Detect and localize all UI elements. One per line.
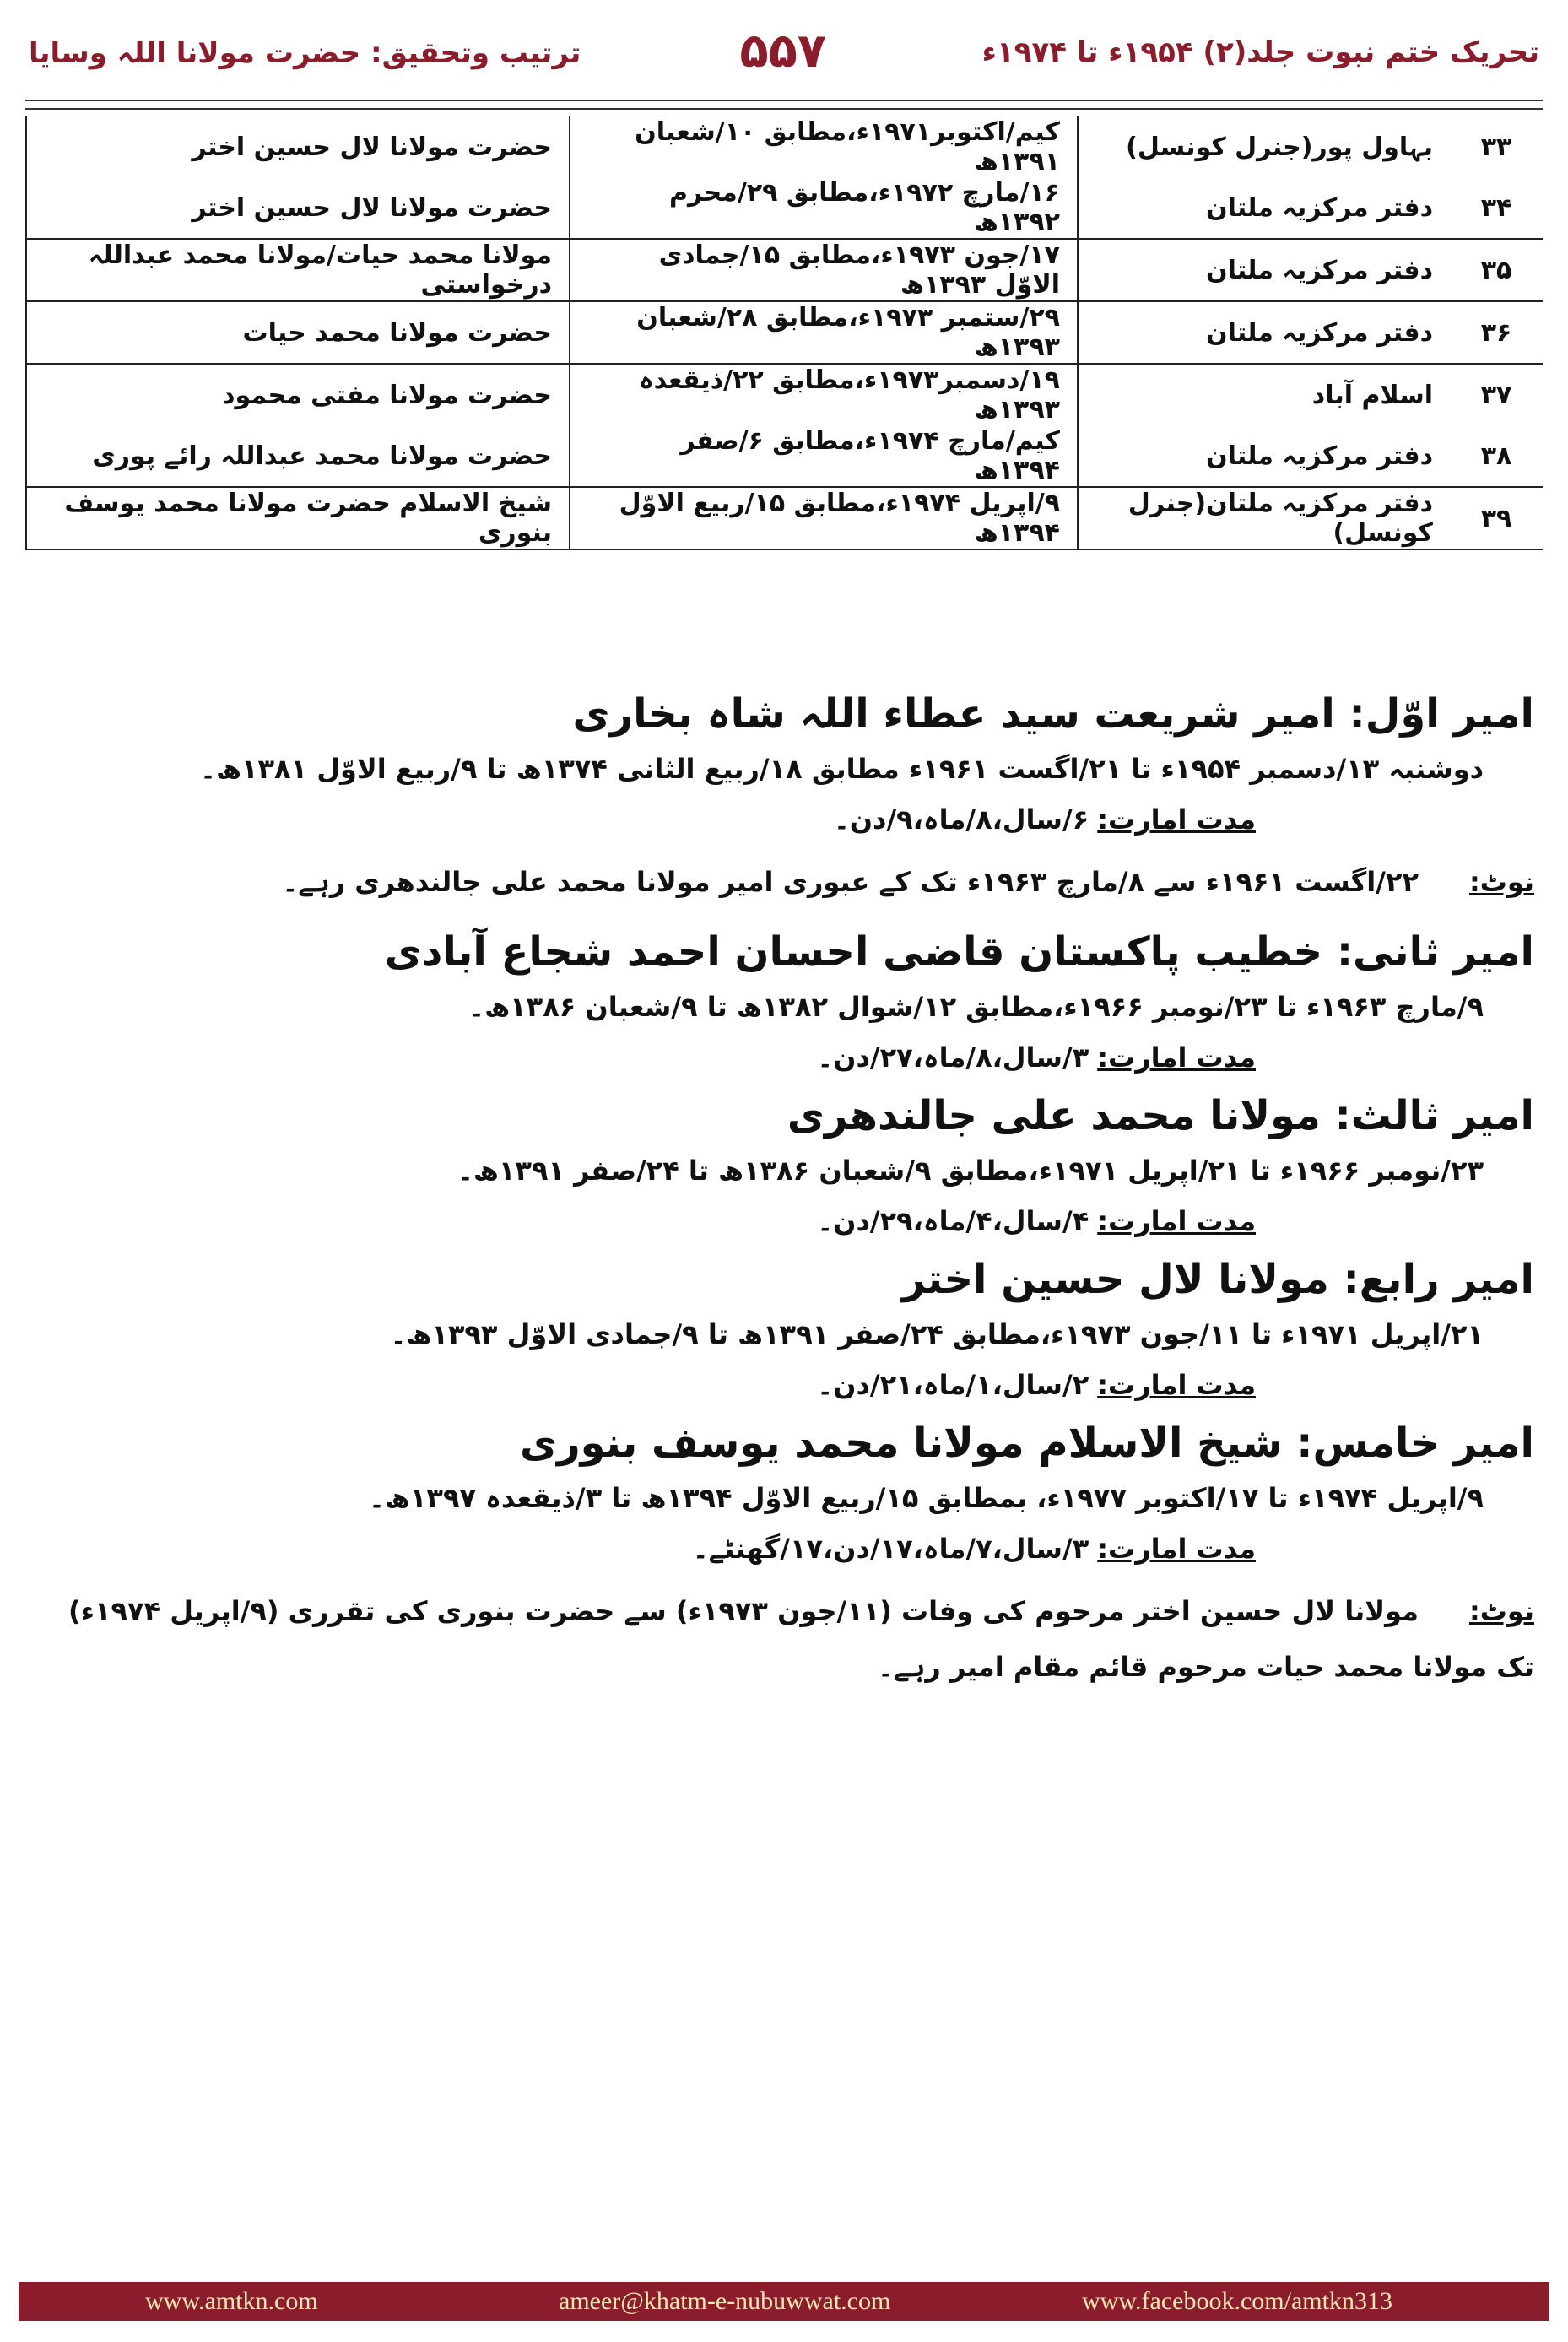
- row-president: حضرت مولانا مفتی محمود: [26, 364, 570, 425]
- row-number: ۳۳: [1480, 132, 1512, 162]
- row-date: ۱۶/مارچ ۱۹۷۲ء،مطابق ۲۹/محرم ۱۳۹۲ھ: [570, 177, 1078, 239]
- term-value: ۲/سال،۱/ماہ،۲۱/دن۔: [817, 1369, 1089, 1401]
- term-line: [34, 1041, 1256, 1074]
- row-place: دفتر مرکزیہ ملتان: [1078, 177, 1450, 239]
- row-president: مولانا محمد حیات/مولانا محمد عبداللہ درخواستی: [26, 239, 570, 301]
- page-number: ۵۵۷: [739, 24, 826, 78]
- amir-heading: امیر رابع: مولانا لال حسین اختر: [902, 1256, 1534, 1303]
- row-number: ۳۷: [1480, 380, 1512, 410]
- table-row: [26, 425, 1543, 487]
- term-value: ۳/سال،۸/ماہ،۲۷/دن۔: [817, 1041, 1089, 1074]
- term-value: ۶/سال،۸/ماہ،۹/دن۔: [833, 803, 1089, 836]
- term-label: مدت امارت:: [1097, 1041, 1256, 1074]
- note-text: مولانا لال حسین اختر مرحوم کی وفات (۱۱/جون ۱۹۷۳ء) سے حضرت بنوری کی تقرری (۹/اپریل ۱۹۷۴ء) تک مولانا محمد حیات مرحوم قائم مقام امیر رہے۔: [68, 1595, 1534, 1683]
- amir-heading: امیر ثانی: خطیب پاکستان قاضی احسان احمد شجاع آبادی: [384, 928, 1534, 976]
- email-link[interactable]: ameer@khatm-e-nubuwwat.com: [559, 2287, 891, 2315]
- row-date: ۹/اپریل ۱۹۷۴ء،مطابق ۱۵/ربیع الاوّل ۱۳۹۴ھ: [570, 487, 1078, 549]
- row-date: ۱۷/جون ۱۹۷۳ء،مطابق ۱۵/جمادی الاوّل ۱۳۹۳ھ: [570, 239, 1078, 301]
- term-line: [34, 1533, 1256, 1565]
- row-place: اسلام آباد: [1078, 364, 1450, 425]
- amir-heading: امیر اوّل: امیر شریعت سید عطاء اللہ شاہ بخاری: [572, 690, 1534, 738]
- note-label: نوٹ:: [1468, 1595, 1534, 1627]
- amir-heading: امیر ثالث: مولانا محمد علی جالندھری: [787, 1092, 1534, 1139]
- term-line: [34, 1369, 1256, 1401]
- amir-dates: ۹/اپریل ۱۹۷۴ء تا ۱۷/اکتوبر ۱۹۷۷ء، بمطابق ۱۵/ربیع الاوّل ۱۳۹۴ھ تا ۳/ذیقعدہ ۱۳۹۷ھ۔: [369, 1482, 1484, 1514]
- row-number: ۳۹: [1450, 487, 1543, 549]
- row-president: شیخ الاسلام حضرت مولانا محمد یوسف بنوری: [26, 487, 570, 549]
- row-number: ۳۴: [1450, 177, 1543, 239]
- note-text: ۲۲/اگست ۱۹۶۱ء سے ۸/مارچ ۱۹۶۳ء تک کے عبوری امیر مولانا محمد علی جالندھری رہے۔: [282, 866, 1419, 898]
- page-header: [0, 0, 1568, 101]
- term-line: [34, 803, 1256, 836]
- row-place: دفتر مرکزیہ ملتان: [1078, 301, 1450, 364]
- row-place: دفتر مرکزیہ ملتان(جنرل کونسل): [1078, 487, 1450, 549]
- table-row: [26, 301, 1543, 364]
- table-row: [26, 116, 1543, 177]
- table-row: [26, 487, 1543, 549]
- header-divider: [25, 100, 1543, 110]
- note-label: نوٹ:: [1468, 866, 1534, 898]
- website-link[interactable]: www.amtkn.com: [145, 2287, 318, 2315]
- term-label: مدت امارت:: [1097, 1369, 1256, 1401]
- row-number: ۳۶: [1450, 301, 1543, 364]
- term-line: [34, 1205, 1256, 1237]
- compiler-credit: ترتیب وتحقیق: حضرت مولانا اللہ وسایا: [29, 36, 581, 70]
- amir-heading: امیر خامس: شیخ الاسلام مولانا محمد یوسف بنوری: [519, 1420, 1534, 1467]
- row-president: حضرت مولانا محمد عبداللہ رائے پوری: [26, 425, 570, 487]
- amir-dates: دوشنبہ ۱۳/دسمبر ۱۹۵۴ء تا ۲۱/اگست ۱۹۶۱ء مطابق ۱۸/ربیع الثانی ۱۳۷۴ھ تا ۹/ربیع الاوّل ۱۳۸۱ھ۔: [200, 753, 1484, 785]
- note: [34, 1583, 1534, 1695]
- row-place: دفتر مرکزیہ ملتان: [1078, 425, 1450, 487]
- row-president: حضرت مولانا لال حسین اختر: [26, 177, 570, 239]
- row-number: ۳۸: [1450, 425, 1543, 487]
- term-label: مدت امارت:: [1097, 1205, 1256, 1237]
- amir-dates: ۹/مارچ ۱۹۶۳ء تا ۲۳/نومبر ۱۹۶۶ء،مطابق ۱۲/شوال ۱۳۸۲ھ تا ۹/شعبان ۱۳۸۶ھ۔: [468, 991, 1484, 1023]
- term-label: مدت امارت:: [1097, 1533, 1256, 1565]
- table-row: [26, 239, 1543, 301]
- row-date: ۲۹/ستمبر ۱۹۷۳ء،مطابق ۲۸/شعبان ۱۳۹۳ھ: [570, 301, 1078, 364]
- row-place: دفتر مرکزیہ ملتان: [1078, 239, 1450, 301]
- amir-dates: ۲۱/اپریل ۱۹۷۱ء تا ۱۱/جون ۱۹۷۳ء،مطابق ۲۴/صفر ۱۳۹۱ھ تا ۹/جمادی الاوّل ۱۳۹۳ھ۔: [390, 1318, 1484, 1350]
- row-place: بہاول پور(جنرل کونسل): [1078, 116, 1450, 177]
- note: [34, 854, 1534, 910]
- amir-dates: ۲۳/نومبر ۱۹۶۶ء تا ۲۱/اپریل ۱۹۷۱ء،مطابق ۹/شعبان ۱۳۸۶ھ تا ۲۴/صفر ۱۳۹۱ھ۔: [457, 1155, 1484, 1187]
- meetings-table: [25, 116, 1543, 550]
- term-label: مدت امارت:: [1097, 803, 1256, 836]
- row-date: کیم/مارچ ۱۹۷۴ء،مطابق ۶/صفر ۱۳۹۴ھ: [570, 425, 1078, 487]
- table-row: [26, 177, 1543, 239]
- term-value: ۳/سال،۷/ماہ،۱۷/دن،۱۷/گھنٹے۔: [692, 1533, 1089, 1565]
- row-number: ۳۵: [1450, 239, 1543, 301]
- table-row: [26, 364, 1543, 425]
- page-footer: [19, 2282, 1549, 2321]
- row-president: حضرت مولانا لال حسین اختر: [26, 116, 570, 177]
- term-value: ۴/سال،۴/ماہ،۲۹/دن۔: [817, 1205, 1089, 1237]
- row-date: کیم/اکتوبر۱۹۷۱ء،مطابق ۱۰/شعبان ۱۳۹۱ھ: [570, 116, 1078, 177]
- row-president: حضرت مولانا محمد حیات: [26, 301, 570, 364]
- amirs-section: [34, 690, 1534, 1695]
- book-title: تحریک ختم نبوت جلد(۲) ۱۹۵۴ء تا ۱۹۷۴ء: [981, 35, 1539, 69]
- facebook-link[interactable]: www.facebook.com/amtkn313: [1082, 2287, 1392, 2315]
- row-date: ۱۹/دسمبر۱۹۷۳ء،مطابق ۲۲/ذیقعدہ ۱۳۹۳ھ: [570, 364, 1078, 425]
